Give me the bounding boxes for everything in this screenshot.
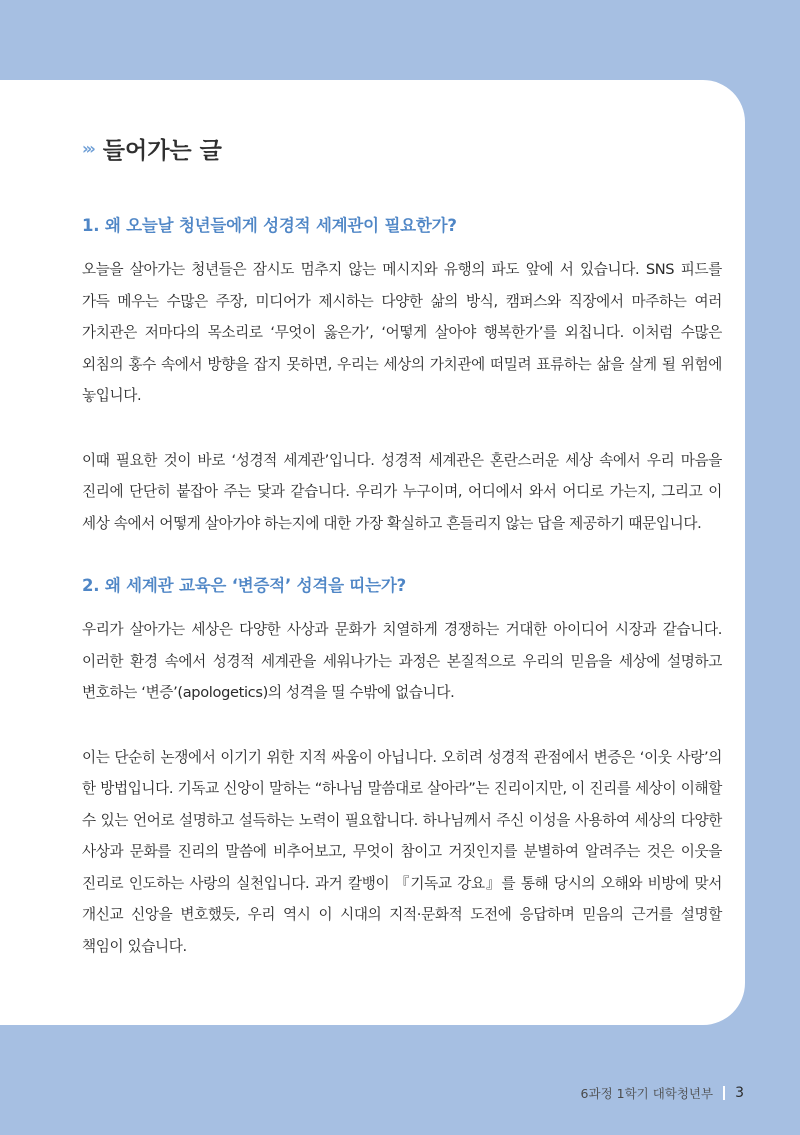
page-footer xyxy=(581,1084,744,1102)
triple-chevron-icon: ››› xyxy=(82,139,93,158)
paragraph-1-2: 이때 필요한 것이 바로 ‘성경적 세계관’입니다. 성경적 세계관은 혼란스러운 세상 속에서 우리 마음을 진리에 단단히 붙잡아 주는 닻과 같습니다. 우리가 누구이며, 어디에서 와서 어디로 가는지, 그리고 이 세상 속에서 어떻게 살아가야 하는지에 대한 가장 확실하고 흔들리지 않는 답을 제공하기 때문입니다. xyxy=(82,451,722,532)
paragraph-1-1: 오늘을 살아가는 청년들은 잠시도 멈추지 않는 메시지와 유행의 파도 앞에 서 있습니다. SNS 피드를 가득 메우는 수많은 주장, 미디어가 제시하는 다양한 삶의 방식, 캠퍼스와 직장에서 마주하는 여러 가치관은 저마다의 목소리로 ‘무엇이 옳은가’, ‘어떻게 살아야 행복한가’를 외칩니다. 이처럼 수많은 외침의 홍수 속에서 방향을 잡지 못하면, 우리는 세상의 가치관에 떠밀려 표류하는 삶을 살게 될 위험에 놓입니다. xyxy=(82,261,722,404)
footer-course-label: 6과정 1학기 대학청년부 xyxy=(580,1086,714,1101)
heading-1: 1. 왜 오늘날 청년들에게 성경적 세계관이 필요한가? xyxy=(82,216,457,235)
paragraph-2-2: 이는 단순히 논쟁에서 이기기 위한 지적 싸움이 아닙니다. 오히려 성경적 관점에서 변증은 ‘이웃 사랑’의 한 방법입니다. 기독교 신앙이 말하는 “하나님 말씀대로 살아라”는 진리이지만, 이 진리를 세상이 이해할 수 있는 언어로 설명하고 설득하는 노력이 필요합니다. 하나님께서 주신 이성을 사용하여 세상의 다양한 사상과 문화를 진리의 말씀에 비추어보고, 무엇이 참이고 거짓인지를 분별하여 알려주는 것은 이웃을 진리로 인도하는 사랑의 실천입니다. 과거 칼뱅이 『기독교 강요』를 통해 당시의 오해와 비방에 맞서 개신교 신앙을 변호했듯, 우리 역시 이 시대의 지적·문화적 도전에 응답하며 믿음의 근거를 설명할 책임이 있습니다. xyxy=(82,748,722,955)
footer-divider xyxy=(723,1086,725,1100)
section-header xyxy=(82,132,222,165)
section-title: 들어가는 글 xyxy=(102,138,222,164)
body-content xyxy=(82,212,722,995)
paragraph-2-1: 우리가 살아가는 세상은 다양한 사상과 문화가 치열하게 경쟁하는 거대한 아이디어 시장과 같습니다. 이러한 환경 속에서 성경적 세계관을 세워나가는 과정은 본질적으로 우리의 믿음을 세상에 설명하고 변호하는 ‘변증’(apologetics)의 성격을 띨 수밖에 없습니다. xyxy=(82,621,722,701)
heading-2: 2. 왜 세계관 교육은 ‘변증적’ 성격을 띠는가? xyxy=(82,576,406,595)
top-side-band xyxy=(745,80,800,160)
page-number: 3 xyxy=(735,1085,744,1101)
